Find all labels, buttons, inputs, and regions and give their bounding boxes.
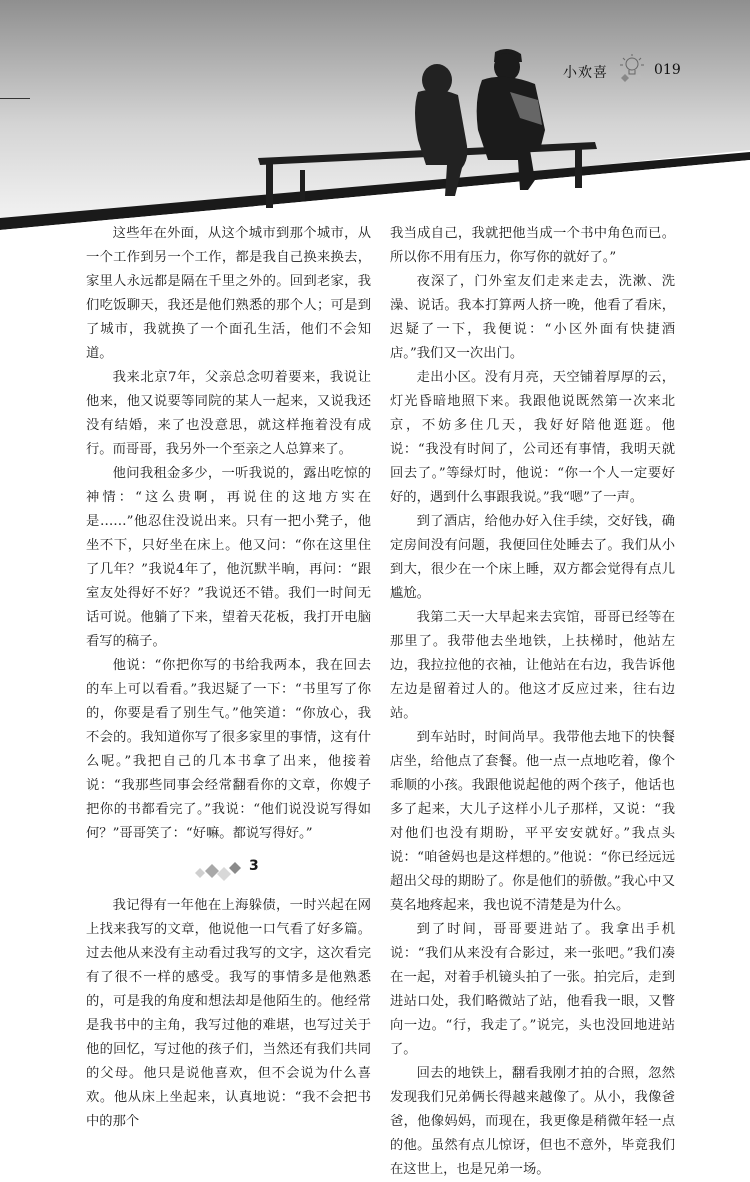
left-text-column xyxy=(86,222,371,1134)
page-number: 019 xyxy=(654,62,681,78)
header-photo-banner xyxy=(0,0,750,230)
paragraph: 走出小区。没有月亮，天空铺着厚厚的云，灯光昏暗地照下来。我跟他说既然第一次来北京，不妨多住几天，我好好陪他逛逛。他说：“我没有时间了，公司还有事情，我明天就回去了。”等绿灯时，他说：“你一个人一定要好好的，遇到什么事跟我说。”我“嗯”了一声。 xyxy=(390,370,675,505)
running-title: 小欢喜 xyxy=(563,65,608,81)
paragraph: 到了酒店，给他办好入住手续，交好钱，确定房间没有问题，我便回住处睡去了。我们从小到大，很少在一个床上睡，双方都会觉得有点儿尴尬。 xyxy=(390,514,675,601)
right-text-column xyxy=(390,222,675,1182)
paragraph: 我记得有一年他在上海躲债，一时兴起在网上找来我写的文章，他说他一口气看了好多篇。过去他从来没有主动看过我写的文字，这次看完有了很不一样的感受。我写的事情多是他熟悉的，可是我的角度和想法却是他陌生的。他经常是我书中的主角，我写过他的难堪，也写过关于他的回忆，写过他的孩子们，当然还有我们共同的父母。他只是说他喜欢，但不会说为什么喜欢。他从床上坐起来，认真地说：“我不会把书中的那个 xyxy=(86,898,371,1129)
photo-silhouette-couple-on-bench xyxy=(0,0,750,230)
paragraph: 我来北京7年，父亲总念叨着要来，我说让他来，他又说要等同院的某人一起来，又说我还没有结婚，来了也没意思，就这样拖着没有成行。而哥哥，我另外一个至亲之人总算来了。 xyxy=(86,370,371,457)
paragraph: 夜深了，门外室友们走来走去，洗漱、洗澡、说话。我本打算两人挤一晚，他看了看床，迟疑了一下，我便说：“小区外面有快捷酒店。”我们又一次出门。 xyxy=(390,274,675,361)
section-number: 3 xyxy=(249,858,259,874)
paragraph: 他问我租金多少，一听我说的，露出吃惊的神情：“这么贵啊，再说住的这地方实在是……”他忍住没说出来。只有一把小凳子，他坐不下，只好坐在床上。他又问：“你在这里住了几年？”我说4年了，他沉默半晌，再问：“跟室友处得好不好？”我说还不错。我们一时间无话可说。他躺了下来，望着天花板，我打开电脑看写的稿子。 xyxy=(86,466,371,649)
header-rule-mark xyxy=(0,98,30,99)
paragraph: 到车站时，时间尚早。我带他去地下的快餐店坐，给他点了套餐。他一点一点地吃着，像个乖顺的小孩。我跟他说起他的两个孩子，他话也多了起来，大儿子这样小儿子那样，又说：“我对他们也没有期盼，平平安安就好。”我点头说：“咱爸妈也是这样想的。”他说：“你已经远远超出父母的期盼了。你是他们的骄傲。”我心中又莫名地疼起来，我也说不清楚是为什么。 xyxy=(390,730,675,913)
paragraph: 到了时间，哥哥要进站了。我拿出手机说：“我们从来没有合影过，来一张吧。”我们凑在一起，对着手机镜头拍了一张。拍完后，走到进站口处，我们略微站了站，他看我一眼，又瞥向一边。“行，我走了。”说完，头也没回地进站了。 xyxy=(390,922,675,1057)
diamond-ornament-icon xyxy=(191,858,249,884)
section-divider xyxy=(86,848,371,892)
paragraph: 他说：“你把你写的书给我两本，我在回去的车上可以看看。”我迟疑了一下：“书里写了你的，你要是看了别生气。”他笑道：“你放心，我不会的。我知道你写了很多家里的事情，这有什么呢。”我把自己的几本书拿了出来，他接着说：“我那些同事会经常翻看你的文章，你嫂子把你的书都看完了。”我说：“他们说没说写得如何？”哥哥笑了：“好嘛。都说写得好。” xyxy=(86,658,371,841)
paragraph: 我第二天一大早起来去宾馆，哥哥已经等在那里了。我带他去坐地铁，上扶梯时，他站左边，我拉拉他的衣袖，让他站在右边，我告诉他左边是留着过人的。他这才反应过来，往右边站。 xyxy=(390,610,675,721)
paragraph: 回去的地铁上，翻看我刚才拍的合照，忽然发现我们兄弟俩长得越来越像了。从小，我像爸爸，他像妈妈，而现在，我更像是稍微年轻一点的他。虽然有点儿惊讶，但也不意外，毕竟我们在这世上，也是兄弟一场。 xyxy=(390,1066,675,1177)
paragraph-continuation: 我当成自己，我就把他当成一个书中角色而已。所以你不用有压力，你写你的就好了。” xyxy=(390,226,675,265)
paragraph: 这些年在外面，从这个城市到那个城市，从一个工作到另一个工作，都是我自己换来换去，家里人永远都是隔在千里之外的。回到老家，我们吃饭聊天，我还是他们熟悉的那个人；可是到了城市，我就换了一个面孔生活，他们不会知道。 xyxy=(86,226,371,361)
